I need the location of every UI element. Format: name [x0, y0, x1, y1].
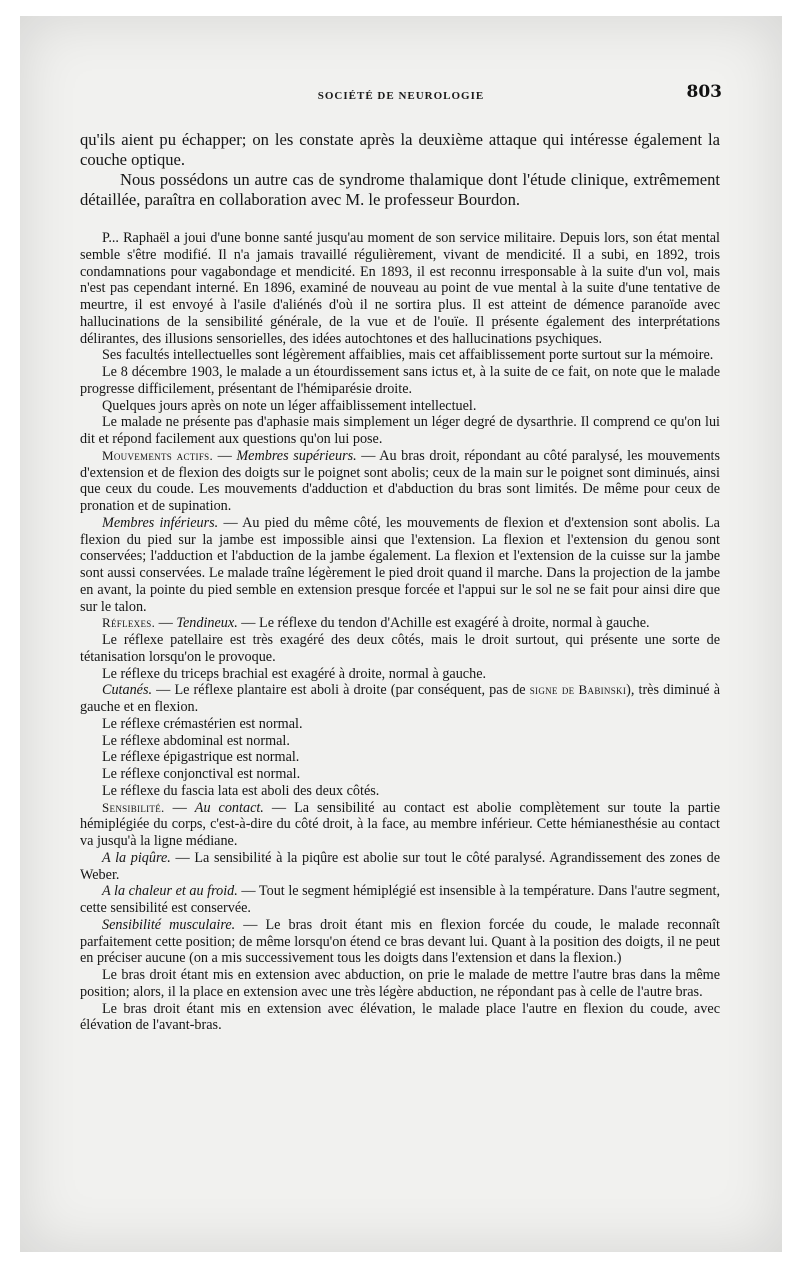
case-paragraph: Ses facultés intellectuelles sont légèrement affaiblies, mais cet affaiblissement porte surtout sur la mémoire. — [102, 347, 714, 364]
case-paragraph: Le réflexe crémastérien est normal. — [102, 715, 303, 732]
paragraph-text: Au pied du même côté, les mouvements de flexion et d'extension sont abolis. La flexion du pied sur la jambe est impossible ainsi que l'extension. La flexion et l'extension du genou sont conservées; l'adduction et l'abduction de la jambe également. La flexion et l'extension de la cuisse sur la jambe sont aussi conservées. Le malade traîne légèrement le pied droit quand il marche. Dans la projection de la jambe en avant, la pointe du pied semble en extension presque forcée et l'appui sur le sol ne se fait pour ainsi dire que sur le talon. — [80, 514, 720, 615]
page-header — [20, 82, 782, 112]
lead-paragraph: qu'ils aient pu échapper; on les constate après la deuxième attaque qui intéresse également la couche optique. — [80, 130, 720, 169]
case-paragraph: Le bras droit étant mis en extension avec abduction, on prie le malade de mettre l'autre bras dans la même position; alors, il la place en extension avec une très légère abduction, ne répondant pas à celle de l'autre bras. — [80, 967, 720, 1000]
paragraph-text: Tout le segment hémiplégié est insensible à la température. Dans l'autre segment, cette sensibilité est conservée. — [80, 883, 720, 916]
section-label: Mouvements actifs. — [102, 447, 213, 463]
paragraph-text: Le bras droit étant mis en flexion forcée du coude, le malade reconnaît parfaitement cette position; de même lorsqu'on étend ce bras devant lui. Quant à la position des doigts, il ne peut en préciser aucune (on a mis successivement tous les doigts dans l'extension et dans la flexion.) — [80, 916, 720, 967]
paragraph-text: Le réflexe plantaire est aboli à droite (par conséquent, pas de — [174, 682, 526, 699]
case-paragraph: A la chaleur et au froid. — Tout le segment hémiplégié est insensible à la température. Dans l'autre segment, cette sensibilité est conservée. — [80, 883, 720, 916]
case-paragraph: Le réflexe conjonctival est normal. — [102, 766, 301, 782]
subsection-label: Membres inférieurs. — [102, 514, 219, 531]
case-paragraph: Réflexes. — Tendineux. — Le réflexe du tendon d'Achille est exagéré à droite, normal à gauche. — [102, 615, 650, 632]
subsection-label: Sensibilité musculaire. — [102, 916, 236, 933]
case-paragraph: Le réflexe abdominal est normal. — [102, 732, 290, 749]
case-paragraph: Le 8 décembre 1903, le malade a un étourdissement sans ictus et, à la suite de ce fait, on note que le malade progresse difficilement, présentant de l'hémiparésie droite. — [80, 364, 720, 397]
running-head: SOCIÉTÉ DE NEUROLOGIE — [317, 90, 485, 102]
case-paragraph: Le réflexe du triceps brachial est exagéré à droite, normal à gauche. — [102, 665, 487, 682]
scanned-page — [20, 16, 782, 1252]
subsection-label: A la piqûre. — [102, 849, 171, 866]
case-paragraph: Le bras droit étant mis en extension avec élévation, le malade place l'autre en flexion du coude, avec élévation de l'avant-bras. — [80, 1000, 720, 1034]
case-paragraph: Le réflexe épigastrique est normal. — [102, 749, 300, 766]
subsection-label: Cutanés. — [102, 682, 153, 699]
paragraph-text: Le réflexe du tendon d'Achille est exagéré à droite, normal à gauche. — [259, 615, 650, 632]
case-report — [80, 230, 720, 1034]
case-paragraph: P... Raphaël a joui d'une bonne santé jusqu'au moment de son service militaire. Depuis lors, son état mental semble s'être modifié. Il n'a jamais travaillé régulièrement, vivant de mendicité. Il a subi, en 1892, trois condamnations pour vagabondage et mendicité. En 1893, il est reconnu irresponsable à la suite d'un vol, mais n'est pas cependant interné. En 1896, examiné de nouveau au point de vue mental à la suite d'une tentative de meurtre, il est envoyé à l'asile d'aliénés d'où il ne sortira plus. Il est atteint de démence paranoïde avec hallucinations de la sensibilité générale, de la vue et de l'ouïe. Il présente également des interprétations délirantes, des illusions sensorielles, des idées autochtones et des hallucinations psychiques. — [80, 230, 720, 347]
case-paragraph: Sensibilité. — Au contact. — La sensibilité au contact est abolie complètement sur toute la partie hémiplégiée du corps, c'est-à-dire du côté droit, à la face, au membre inférieur. Cette hémianesthésie au contact va jusqu'à la ligne médiane. — [80, 799, 720, 849]
subsection-label: Tendineux. — [176, 615, 238, 632]
paragraph-text: La sensibilité à la piqûre est abolie sur tout le côté paralysé. Agrandissement des zones de Weber. — [80, 849, 720, 883]
page-number: 803 — [686, 82, 722, 102]
case-paragraph: Le réflexe du fascia lata est aboli des deux côtés. — [102, 782, 380, 799]
signe-de-babinski: signe de Babinski — [529, 682, 627, 698]
lead-paragraph: Nous possédons un autre cas de syndrome thalamique dont l'étude clinique, extrêmement détaillée, paraîtra en collaboration avec M. le professeur Bourdon. — [80, 170, 720, 209]
body-text — [80, 130, 720, 1034]
case-paragraph: Cutanés. — Le réflexe plantaire est aboli à droite (par conséquent, pas de signe de Babinski), très diminué à gauche et en flexion. — [80, 682, 721, 715]
section-label: Sensibilité. — [102, 799, 165, 815]
case-paragraph: Le réflexe patellaire est très exagéré des deux côtés, mais le droit surtout, qui présente une sorte de tétanisation lorsqu'on le provoque. — [80, 632, 720, 665]
subsection-label: Au contact. — [194, 799, 264, 816]
case-paragraph: Le malade ne présente pas d'aphasie mais simplement un léger degré de dysarthrie. Il comprend ce qu'on lui dit et répond facilement aux questions qu'on lui pose. — [80, 414, 720, 447]
case-paragraph: Sensibilité musculaire. — Le bras droit étant mis en flexion forcée du coude, le malade reconnaît parfaitement cette position; de même lorsqu'on étend ce bras devant lui. Quant à la position des doigts, il ne peut en préciser aucune (on a mis successivement tous les doigts dans l'extension et dans la flexion.) — [80, 916, 720, 967]
lead-section — [80, 130, 720, 210]
subsection-label: Membres supérieurs. — [236, 447, 357, 464]
case-paragraph: Mouvements actifs. — Membres supérieurs. — Au bras droit, répondant au côté paralysé, les mouvements d'extension et de flexion des doigts sur le poignet sont abolis; ceux de la main sur le poignet sont diminués, ainsi que ceux du coude. Les mouvements d'adduction et d'abduction du bras sont limités. De même pour ceux de pronation et de supination. — [80, 447, 720, 514]
paragraph-text: Au bras droit, répondant au côté paralysé, les mouvements d'extension et de flexion des doigts sur le poignet sont abolis; ceux de la main sur le poignet sont diminués, ainsi que ceux du coude. Les mouvements d'adduction et d'abduction du bras sont limités. De même pour ceux de pronation et de supination. — [80, 447, 720, 514]
case-paragraph: Membres inférieurs. — Au pied du même côté, les mouvements de flexion et d'extension sont abolis. La flexion du pied sur la jambe est impossible ainsi que l'extension. La flexion et l'extension du genou sont conservées; l'adduction et l'abduction de la jambe également. La flexion et l'extension de la cuisse sur la jambe sont aussi conservées. Le malade traîne légèrement le pied droit quand il marche. Dans la projection de la jambe en avant, la pointe du pied semble en extension presque forcée et l'appui sur le sol ne se fait pour ainsi dire que sur le talon. — [80, 514, 720, 615]
case-paragraph: A la piqûre. — La sensibilité à la piqûre est abolie sur tout le côté paralysé. Agrandissement des zones de Weber. — [80, 849, 720, 883]
paragraph-text: ), très diminué à gauche et en flexion. — [80, 682, 721, 715]
subsection-label: A la chaleur et au froid. — [102, 883, 238, 900]
case-paragraph: Quelques jours après on note un léger affaiblissement intellectuel. — [102, 397, 477, 414]
paragraph-text: La sensibilité au contact est abolie complètement sur toute la partie hémiplégiée du corps, c'est-à-dire du côté droit, à la face, au membre inférieur. Cette hémianesthésie au contact va jusqu'à la ligne médiane. — [80, 799, 720, 849]
section-label: Réflexes. — [102, 615, 156, 631]
